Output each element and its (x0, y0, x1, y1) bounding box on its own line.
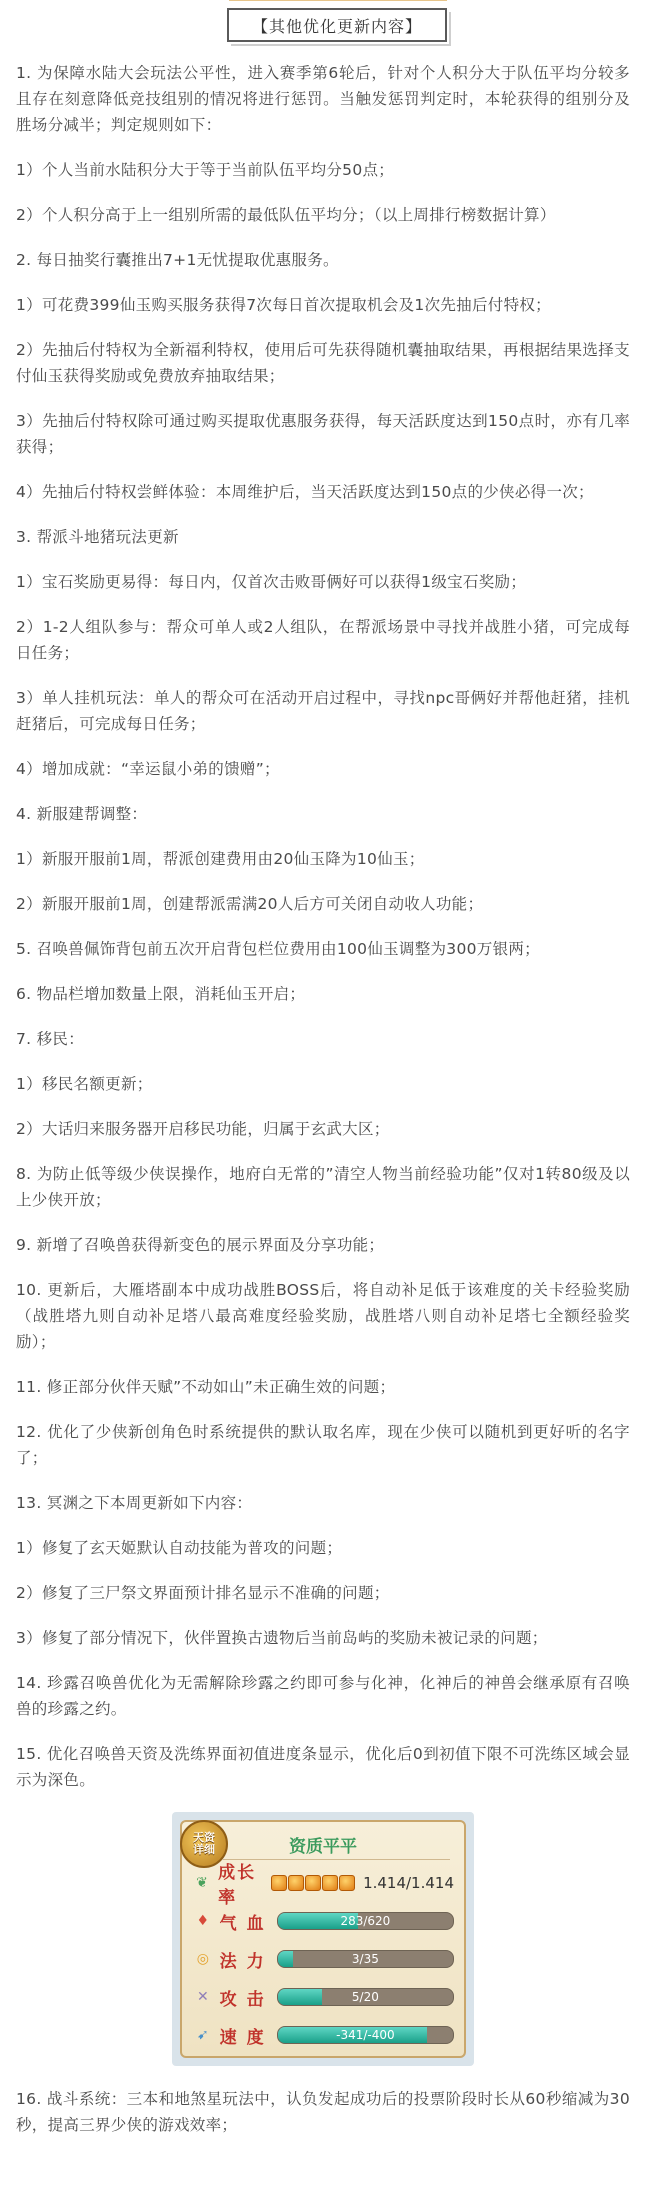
paragraph: 16. 战斗系统：三本和地煞星玩法中，认负发起成功后的投票阶段时长从60秒缩减为30秒，提高三界少侠的游戏效率； (16, 2090, 630, 2134)
paragraph: 15. 优化召唤兽天资及洗练界面初值进度条显示，优化后0到初值下限不可洗练区域会显示为深色。 (16, 1745, 630, 1789)
paragraph: 1）移民名额更新； (16, 1075, 153, 1093)
wing-icon: ➹ (196, 2027, 209, 2043)
stat-row (192, 1982, 454, 2012)
paragraph: 3）先抽后付特权除可通过购买提取优惠服务获得，每天活跃度达到150点时，亦有几率获得； (16, 412, 630, 456)
stat-value: 5/20 (351, 1990, 379, 2004)
paragraph: 2. 每日抽奖行囊推出7+1无忧提取优惠服务。 (16, 251, 339, 269)
paragraph: 6. 物品栏增加数量上限，消耗仙玉开启； (16, 985, 306, 1003)
paragraph: 2）修复了三尸祭文界面预计排名显示不准确的问题； (16, 1584, 390, 1602)
paragraph: 1）可花费399仙玉购买服务获得7次每日首次提取机会及1次先抽后付特权； (16, 296, 551, 314)
paragraph: 8. 为防止低等级少侠误操作，地府白无常的”清空人物当前经验功能”仅对1转80级及以上少侠开放； (16, 1165, 630, 1209)
paragraph: 14. 珍露召唤兽优化为无需解除珍露之约即可参与化神，化神后的神兽会继承原有召唤兽的珍露之约。 (16, 1674, 630, 1718)
stat-label: 速 度 (219, 2027, 266, 2048)
stat-value: 3/35 (351, 1952, 379, 1966)
stat-label: 法 力 (219, 1951, 266, 1972)
section-header (16, 0, 630, 56)
paragraph-list-b (16, 2086, 630, 2138)
paragraph: 2）新服开服前1周，创建帮派需满20人后方可关闭自动收人功能； (16, 895, 484, 913)
paragraph: 4）增加成就：“幸运鼠小弟的馈赠”； (16, 760, 280, 778)
paragraph: 9. 新增了召唤兽获得新变色的展示界面及分享功能； (16, 1236, 385, 1254)
growth-row (192, 1863, 454, 1908)
blood-drop-icon: ♦ (196, 1913, 210, 1929)
stat-row (192, 1944, 454, 1974)
paragraph: 5. 召唤兽佩饰背包前五次开启背包栏位费用由100仙玉调整为300万银两； (16, 940, 540, 958)
growth-balls (271, 1875, 355, 1891)
section-title: 【其他优化更新内容】 (227, 8, 447, 42)
paragraph: 2）个人积分高于上一组别所需的最低队伍平均分；（以上周排行榜数据计算） (16, 206, 556, 224)
growth-ball-icon (288, 1875, 304, 1891)
crossed-swords-icon: ✕ (196, 1989, 209, 2005)
stat-progress-bar (277, 1912, 454, 1930)
paragraph: 2）1-2人组队参与：帮众可单人或2人组队，在帮派场景中寻找并战胜小猪，可完成每日任务； (16, 618, 630, 662)
growth-label: 成长率 (218, 1863, 257, 1908)
growth-ball-icon (339, 1875, 355, 1891)
header-accent-line (229, 0, 447, 1)
paragraph: 3）修复了部分情况下，伙伴置换古遗物后当前岛屿的奖励未被记录的问题； (16, 1629, 548, 1647)
game-stats-panel (172, 1812, 474, 2066)
badge-bottom-text: 详细 (193, 1843, 215, 1856)
paragraph: 7. 移民： (16, 1030, 85, 1048)
paragraph: 11. 修正部分伙伴天赋”不动如山”未正确生效的问题； (16, 1378, 396, 1396)
paragraph: 10. 更新后，大雁塔副本中成功战胜BOSS后，将自动补足低于该难度的关卡经验奖励（战胜塔九则自动补足塔八最高难度经验奖励，战胜塔八则自动补足塔七全额经验奖励）； (16, 1281, 630, 1351)
paragraph: 2）先抽后付特权为全新福利特权，使用后可先获得随机囊抽取结果，再根据结果选择支付仙玉获得奖励或免费放弃抽取结果； (16, 341, 630, 385)
badge-top-text: 天资 (193, 1831, 215, 1844)
swirl-icon: ◎ (196, 1951, 209, 1967)
growth-ball-icon (271, 1875, 287, 1891)
stat-progress-bar (277, 2026, 454, 2044)
growth-ball-icon (305, 1875, 321, 1891)
paragraph: 4. 新服建帮调整： (16, 805, 148, 823)
stat-row (192, 2020, 454, 2050)
paragraph: 1. 为保障水陆大会玩法公平性，进入赛季第6轮后，针对个人积分大于队伍平均分较多且存在刻意降低竞技组别的情况将进行惩罚。当触发惩罚判定时，本轮获得的组别分及胜场分减半；判定规则如下： (16, 64, 630, 134)
stat-value: 283/620 (340, 1914, 391, 1928)
stat-label: 气 血 (219, 1913, 266, 1934)
paragraph: 1）宝石奖励更易得：每日内，仅首次击败哥俩好可以获得1级宝石奖励； (16, 573, 527, 591)
stats-screenshot (16, 1812, 630, 2066)
growth-value: 1.414/1.414 (363, 1874, 454, 1892)
paragraph: 1）修复了玄天姬默认自动技能为普攻的问题； (16, 1539, 343, 1557)
stats-panel-inner (180, 1820, 466, 2058)
stat-progress-bar (277, 1950, 454, 1968)
stat-label: 攻 击 (219, 1989, 266, 2010)
stat-progress-bar (277, 1988, 454, 2006)
paragraph: 4）先抽后付特权尝鲜体验：本周维护后，当天活跃度达到150点的少侠必得一次； (16, 483, 594, 501)
paragraph: 12. 优化了少侠新创角色时系统提供的默认取名库，现在少侠可以随机到更好听的名字了； (16, 1423, 630, 1467)
paragraph-list-a (16, 60, 630, 1793)
article-body (16, 60, 630, 2138)
paragraph: 1）新服开服前1周，帮派创建费用由20仙玉降为10仙玉； (16, 850, 425, 868)
paragraph: 1）个人当前水陆积分大于等于当前队伍平均分50点； (16, 161, 395, 179)
growth-ball-icon (322, 1875, 338, 1891)
paragraph: 3）单人挂机玩法：单人的帮众可在活动开启过程中，寻找npc哥俩好并帮他赶猪，挂机赶猪后，可完成每日任务； (16, 689, 630, 733)
paragraph: 3. 帮派斗地猪玩法更新 (16, 528, 179, 546)
paragraph: 13. 冥渊之下本周更新如下内容： (16, 1494, 253, 1512)
stat-value: -341/-400 (336, 2028, 395, 2042)
paragraph: 2）大话归来服务器开启移民功能，归属于玄武大区； (16, 1120, 390, 1138)
aptitude-title: 资质平平 (289, 1837, 357, 1857)
stat-row (192, 1906, 454, 1936)
leaf-icon: ❦ (196, 1875, 208, 1891)
